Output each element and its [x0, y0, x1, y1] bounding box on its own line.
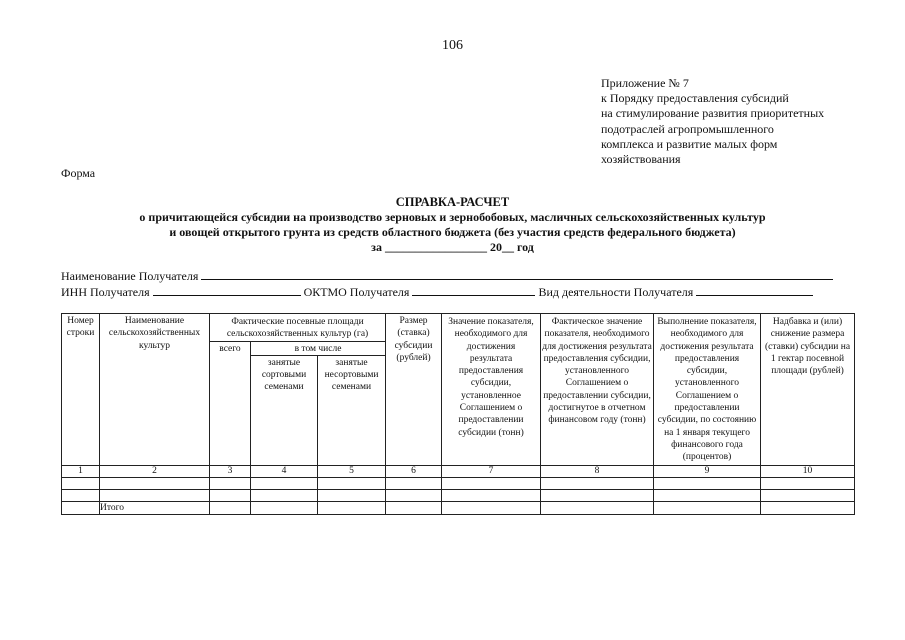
table-cell[interactable]	[318, 501, 386, 514]
column-number: 9	[654, 465, 761, 477]
header-fulfillment: Выполнение показателя, необходимого для достижения результата предоставления субсидии, установленного Соглашением о предоставлении субсидии, по состоянию на 1 января текущего финансового года (процентов)	[654, 314, 761, 466]
table-cell[interactable]	[251, 489, 318, 501]
column-numbers-row	[62, 465, 855, 477]
column-number: 10	[761, 465, 855, 477]
column-number: 7	[442, 465, 541, 477]
recipient-name-field[interactable]	[201, 268, 833, 280]
appendix-line: к Порядку предоставления субсидий	[601, 91, 789, 106]
header-including: в том числе	[251, 341, 386, 355]
column-number: 3	[210, 465, 251, 477]
table-cell[interactable]	[210, 477, 251, 489]
table-cell[interactable]	[442, 501, 541, 514]
table-row	[62, 489, 855, 501]
table-row	[62, 477, 855, 489]
table-cell[interactable]	[761, 489, 855, 501]
table-cell[interactable]	[62, 489, 100, 501]
table-cell[interactable]	[442, 489, 541, 501]
column-number: 2	[100, 465, 210, 477]
activity-field[interactable]	[696, 284, 813, 296]
page-number: 106	[442, 38, 463, 53]
total-row	[62, 501, 855, 514]
column-number: 5	[318, 465, 386, 477]
total-label: Итого	[100, 501, 210, 514]
title-heading: СПРАВКА-РАСЧЕТ	[395, 195, 510, 209]
table-cell[interactable]	[386, 489, 442, 501]
header-varietal: занятые сортовыми семенами	[251, 355, 318, 465]
column-number: 1	[62, 465, 100, 477]
header-row	[62, 314, 855, 342]
table-cell[interactable]	[318, 489, 386, 501]
appendix-line: хозяйствования	[601, 152, 681, 167]
table-cell[interactable]	[761, 477, 855, 489]
title-line: о причитающейся субсидии на производство зерновых и зернобобовых, масличных сельскохозяйственных культур	[139, 210, 766, 224]
calculation-table	[61, 313, 855, 515]
table-cell[interactable]	[761, 501, 855, 514]
table-cell[interactable]	[100, 477, 210, 489]
document-title	[0, 195, 905, 255]
oktmo-field[interactable]	[412, 284, 535, 296]
header-crop-name: Наименование сельскохозяйственных культур	[100, 314, 210, 466]
title-period: за _________________ 20__ год	[371, 240, 534, 254]
column-number: 8	[541, 465, 654, 477]
table-cell[interactable]	[442, 477, 541, 489]
appendix-line: подотраслей агропромышленного	[601, 121, 774, 136]
table-cell[interactable]	[541, 489, 654, 501]
column-number: 4	[251, 465, 318, 477]
table-cell[interactable]	[210, 489, 251, 501]
table-cell[interactable]	[654, 501, 761, 514]
inn-label: ИНН Получателя	[61, 285, 150, 299]
inn-field[interactable]	[153, 284, 301, 296]
appendix-line: комплекса и развитие малых форм	[601, 136, 778, 151]
column-number: 6	[386, 465, 442, 477]
table-cell[interactable]	[386, 477, 442, 489]
appendix-line: на стимулирование развития приоритетных	[601, 106, 825, 121]
table-cell[interactable]	[541, 477, 654, 489]
form-label: Форма	[61, 166, 96, 180]
title-line: и овощей открытого грунта из средств областного бюджета (без участия средств федерального бюджета)	[169, 225, 736, 239]
header-indicator-value: Значение показателя, необходимого для достижения результата предоставления субсидии, установленное Соглашением о предоставлении субсидии (тонн)	[442, 314, 541, 466]
table-cell[interactable]	[251, 501, 318, 514]
oktmo-label: ОКТМО Получателя	[303, 285, 410, 299]
table-cell[interactable]	[210, 501, 251, 514]
appendix-block	[601, 76, 891, 167]
header-rate: Размер (ставка) субсидии (рублей)	[386, 314, 442, 466]
table-cell[interactable]	[541, 501, 654, 514]
appendix-line: Приложение № 7	[601, 76, 689, 90]
inn-oktmo-row	[61, 284, 813, 300]
table-cell[interactable]	[100, 489, 210, 501]
header-non-varietal: занятые несортовыми семенами	[318, 355, 386, 465]
activity-label: Вид деятельности Получателя	[538, 285, 694, 299]
table-cell[interactable]	[62, 501, 100, 514]
table-cell[interactable]	[251, 477, 318, 489]
table-cell[interactable]	[654, 489, 761, 501]
header-surcharge: Надбавка и (или) снижение размера (ставки) субсидии на 1 гектар посевной площади (рублей)	[761, 314, 855, 466]
recipient-name-row	[61, 268, 833, 284]
recipient-name-label: Наименование Получателя	[61, 269, 199, 283]
table-cell[interactable]	[654, 477, 761, 489]
header-actual-value: Фактическое значение показателя, необходимого для достижения результата предоставления субсидии, установленного Соглашением о предоставлении субсидии, достигнутое в отчетном финансовом году (тонн)	[541, 314, 654, 466]
table-cell[interactable]	[318, 477, 386, 489]
table-cell[interactable]	[386, 501, 442, 514]
header-sown-area: Фактические посевные площади сельскохозяйственных культур (га)	[210, 314, 386, 342]
header-row-number: Номер строки	[62, 314, 100, 466]
table-cell[interactable]	[62, 477, 100, 489]
header-total: всего	[210, 341, 251, 465]
